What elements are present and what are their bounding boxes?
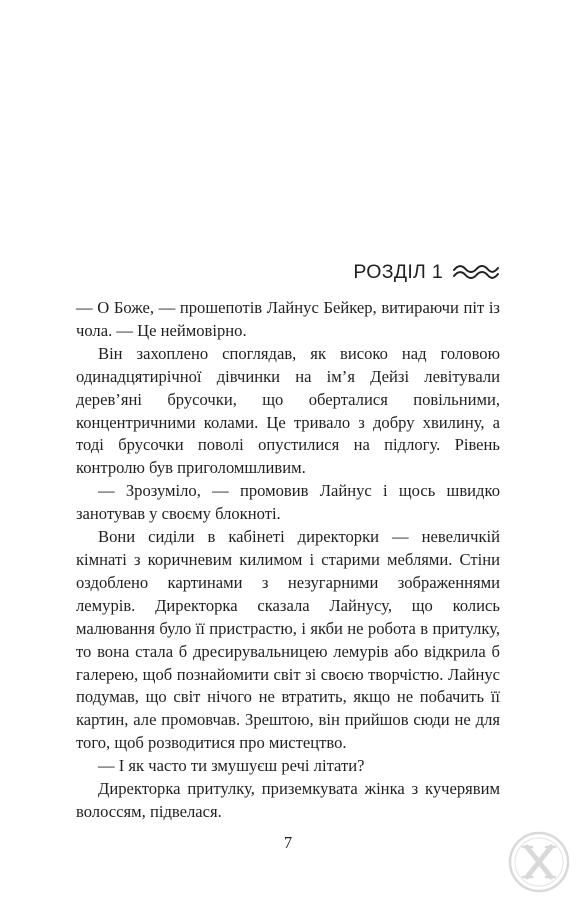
page-number: 7 xyxy=(283,833,293,852)
double-wave-icon xyxy=(453,263,499,281)
x-seal-icon xyxy=(507,830,571,894)
paragraph: Він захоплено споглядав, як високо над головою одинадцятирічної дівчинки на ім’я Дейзі левітували дерев’яні брусочки, що оберталися повільними, концентричними колами. Це тривало з добру хвилину, а тоді брусочки поволі опустилися на підлогу. Рівень контролю був приголомшливим. xyxy=(76,343,500,478)
paragraph: — О Боже, — прошепотів Лайнус Бейкер, витираючи піт із чола. — Це неймовірно. xyxy=(76,298,500,340)
paragraph: — І як часто ти змушуєш речі літати? xyxy=(98,756,365,776)
chapter-heading xyxy=(353,259,499,285)
chapter-body xyxy=(76,297,500,824)
paragraph: Директорка притулку, приземкувата жінка з кучерявим волоссям, підвелася. xyxy=(76,779,500,821)
paragraph: — Зрозуміло, — промовив Лайнус і щось швидко занотував у своєму блокноті. xyxy=(76,481,500,524)
chapter-title: РОЗДІЛ 1 xyxy=(353,260,443,283)
paragraph: Вони сиділи в кабінеті директорки — невеличкій кімнаті з коричневим килимом і старими меблями. Стіни оздоблено картинами з незугарними зображеннями лемурів. Директорка сказала Лайнусу, що колись малювання було її пристрастю, і якби не робота в притулку, то вона стала б дресирувальницею лемурів або відкрила б галерею, щоб познайомити світ зі своєю творчістю. Лайнус подумав, що світ нічого не втратить, якщо не побачить її картин, але промовчав. Зрештою, він прийшов сюди не для того, щоб розводитися про мистецтво. xyxy=(76,527,500,753)
